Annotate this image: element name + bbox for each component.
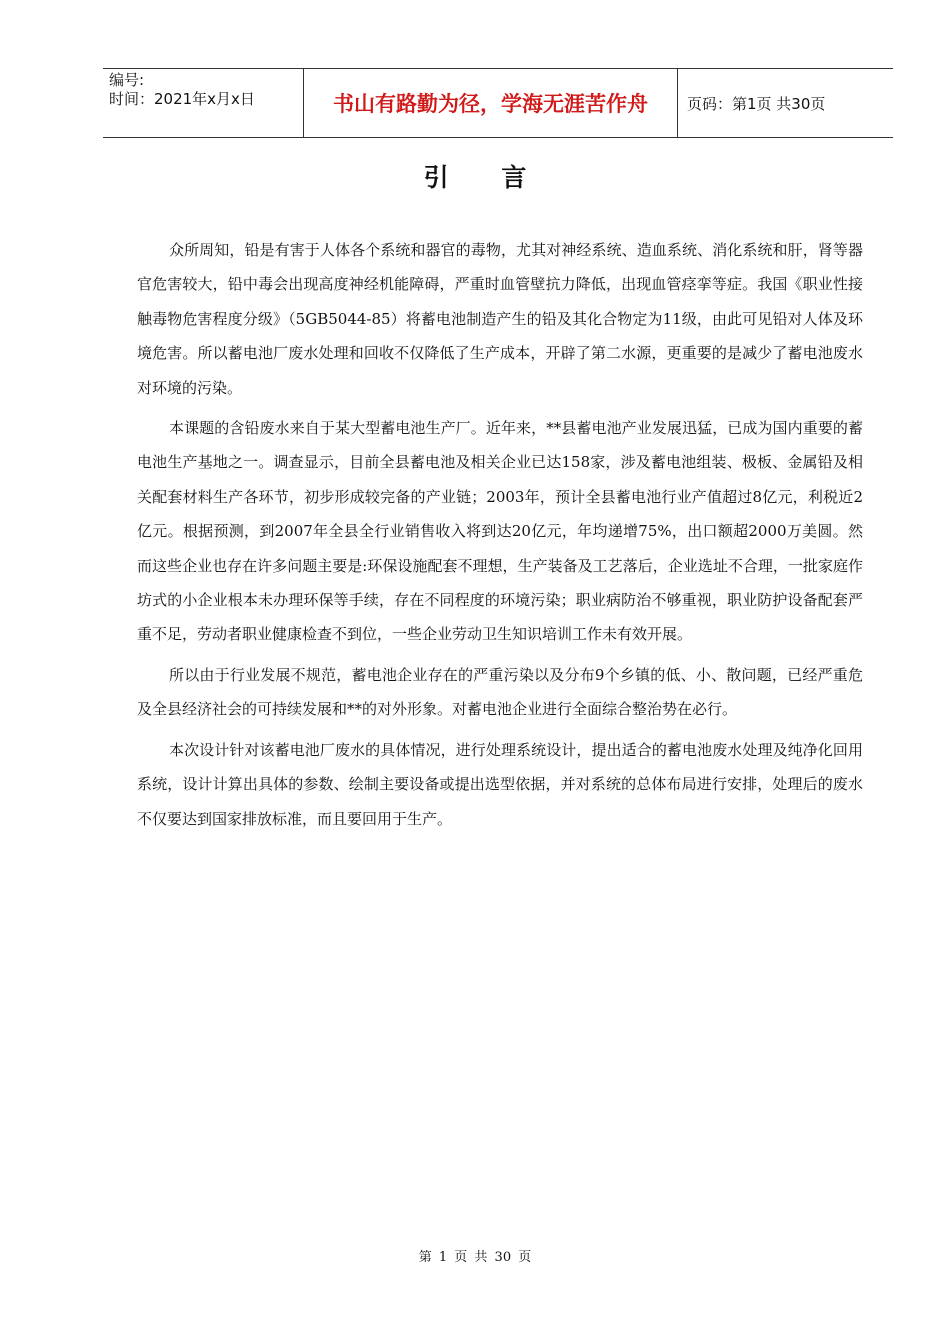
header-page-number: 页码：第1页 共30页 bbox=[687, 94, 826, 113]
paragraph: 所以由于行业发展不规范，蓄电池企业存在的严重污染以及分布9个乡镇的低、小、散问题，已经严重危及全县经济社会的可持续发展和**的对外形象。对蓄电池企业进行全面综合整治势在必行。 bbox=[137, 665, 863, 719]
paragraph: 本次设计针对该蓄电池厂废水的具体情况，进行处理系统设计，提出适合的蓄电池废水处理及纯净化回用系统，设计计算出具体的参数、绘制主要设备或提出选型依据，并对系统的总体布局进行安排，处理后的废水不仅要达到国家排放标准，而且要回用于生产。 bbox=[137, 740, 863, 828]
page-header bbox=[103, 68, 893, 138]
body-text bbox=[137, 233, 863, 842]
header-motto: 书山有路勤为径，学海无涯苦作舟 bbox=[304, 69, 678, 137]
document-number: 编号: bbox=[109, 71, 145, 89]
page-title: 引 言 bbox=[423, 163, 549, 192]
header-meta bbox=[103, 69, 304, 137]
paragraph: 众所周知，铅是有害于人体各个系统和器官的毒物，尤其对神经系统、造血系统、消化系统和肝，肾等器官危害较大，铅中毒会出现高度神经机能障碍，严重时血管壁抗力降低，出现血管痉挛等症。我国《职业性接触毒物危害程度分级》（5GB5044-85）将蓄电池制造产生的铅及其化合物定为11级，由此可见铅对人体及环境危害。所以蓄电池厂废水处理和回收不仅降低了生产成本，开辟了第二水源，更重要的是减少了蓄电池废水对环境的污染。 bbox=[137, 241, 863, 397]
page-footer: 第 1 页 共 30 页 bbox=[418, 1250, 532, 1265]
paragraph: 本课题的含铅废水来自于某大型蓄电池生产厂。近年来，**县蓄电池产业发展迅猛，已成为国内重要的蓄电池生产基地之一。调查显示，目前全县蓄电池及相关企业已达158家，涉及蓄电池组装、极板、金属铅及相关配套材料生产各环节，初步形成较完备的产业链；2003年，预计全县蓄电池行业产值超过8亿元，利税近2亿元。根据预测，到2007年全县全行业销售收入将到达20亿元，年均递增75%，出口额超2000万美圆。然而这些企业也存在许多问题主要是:环保设施配套不理想，生产装备及工艺落后，企业选址不合理，一批家庭作坊式的小企业根本未办理环保等手续，存在不同程度的环境污染；职业病防治不够重视，职业防护设备配套严重不足，劳动者职业健康检查不到位，一些企业劳动卫生知识培训工作未有效开展。 bbox=[137, 419, 863, 644]
document-time: 时间：2021年x月x日 bbox=[109, 90, 255, 108]
